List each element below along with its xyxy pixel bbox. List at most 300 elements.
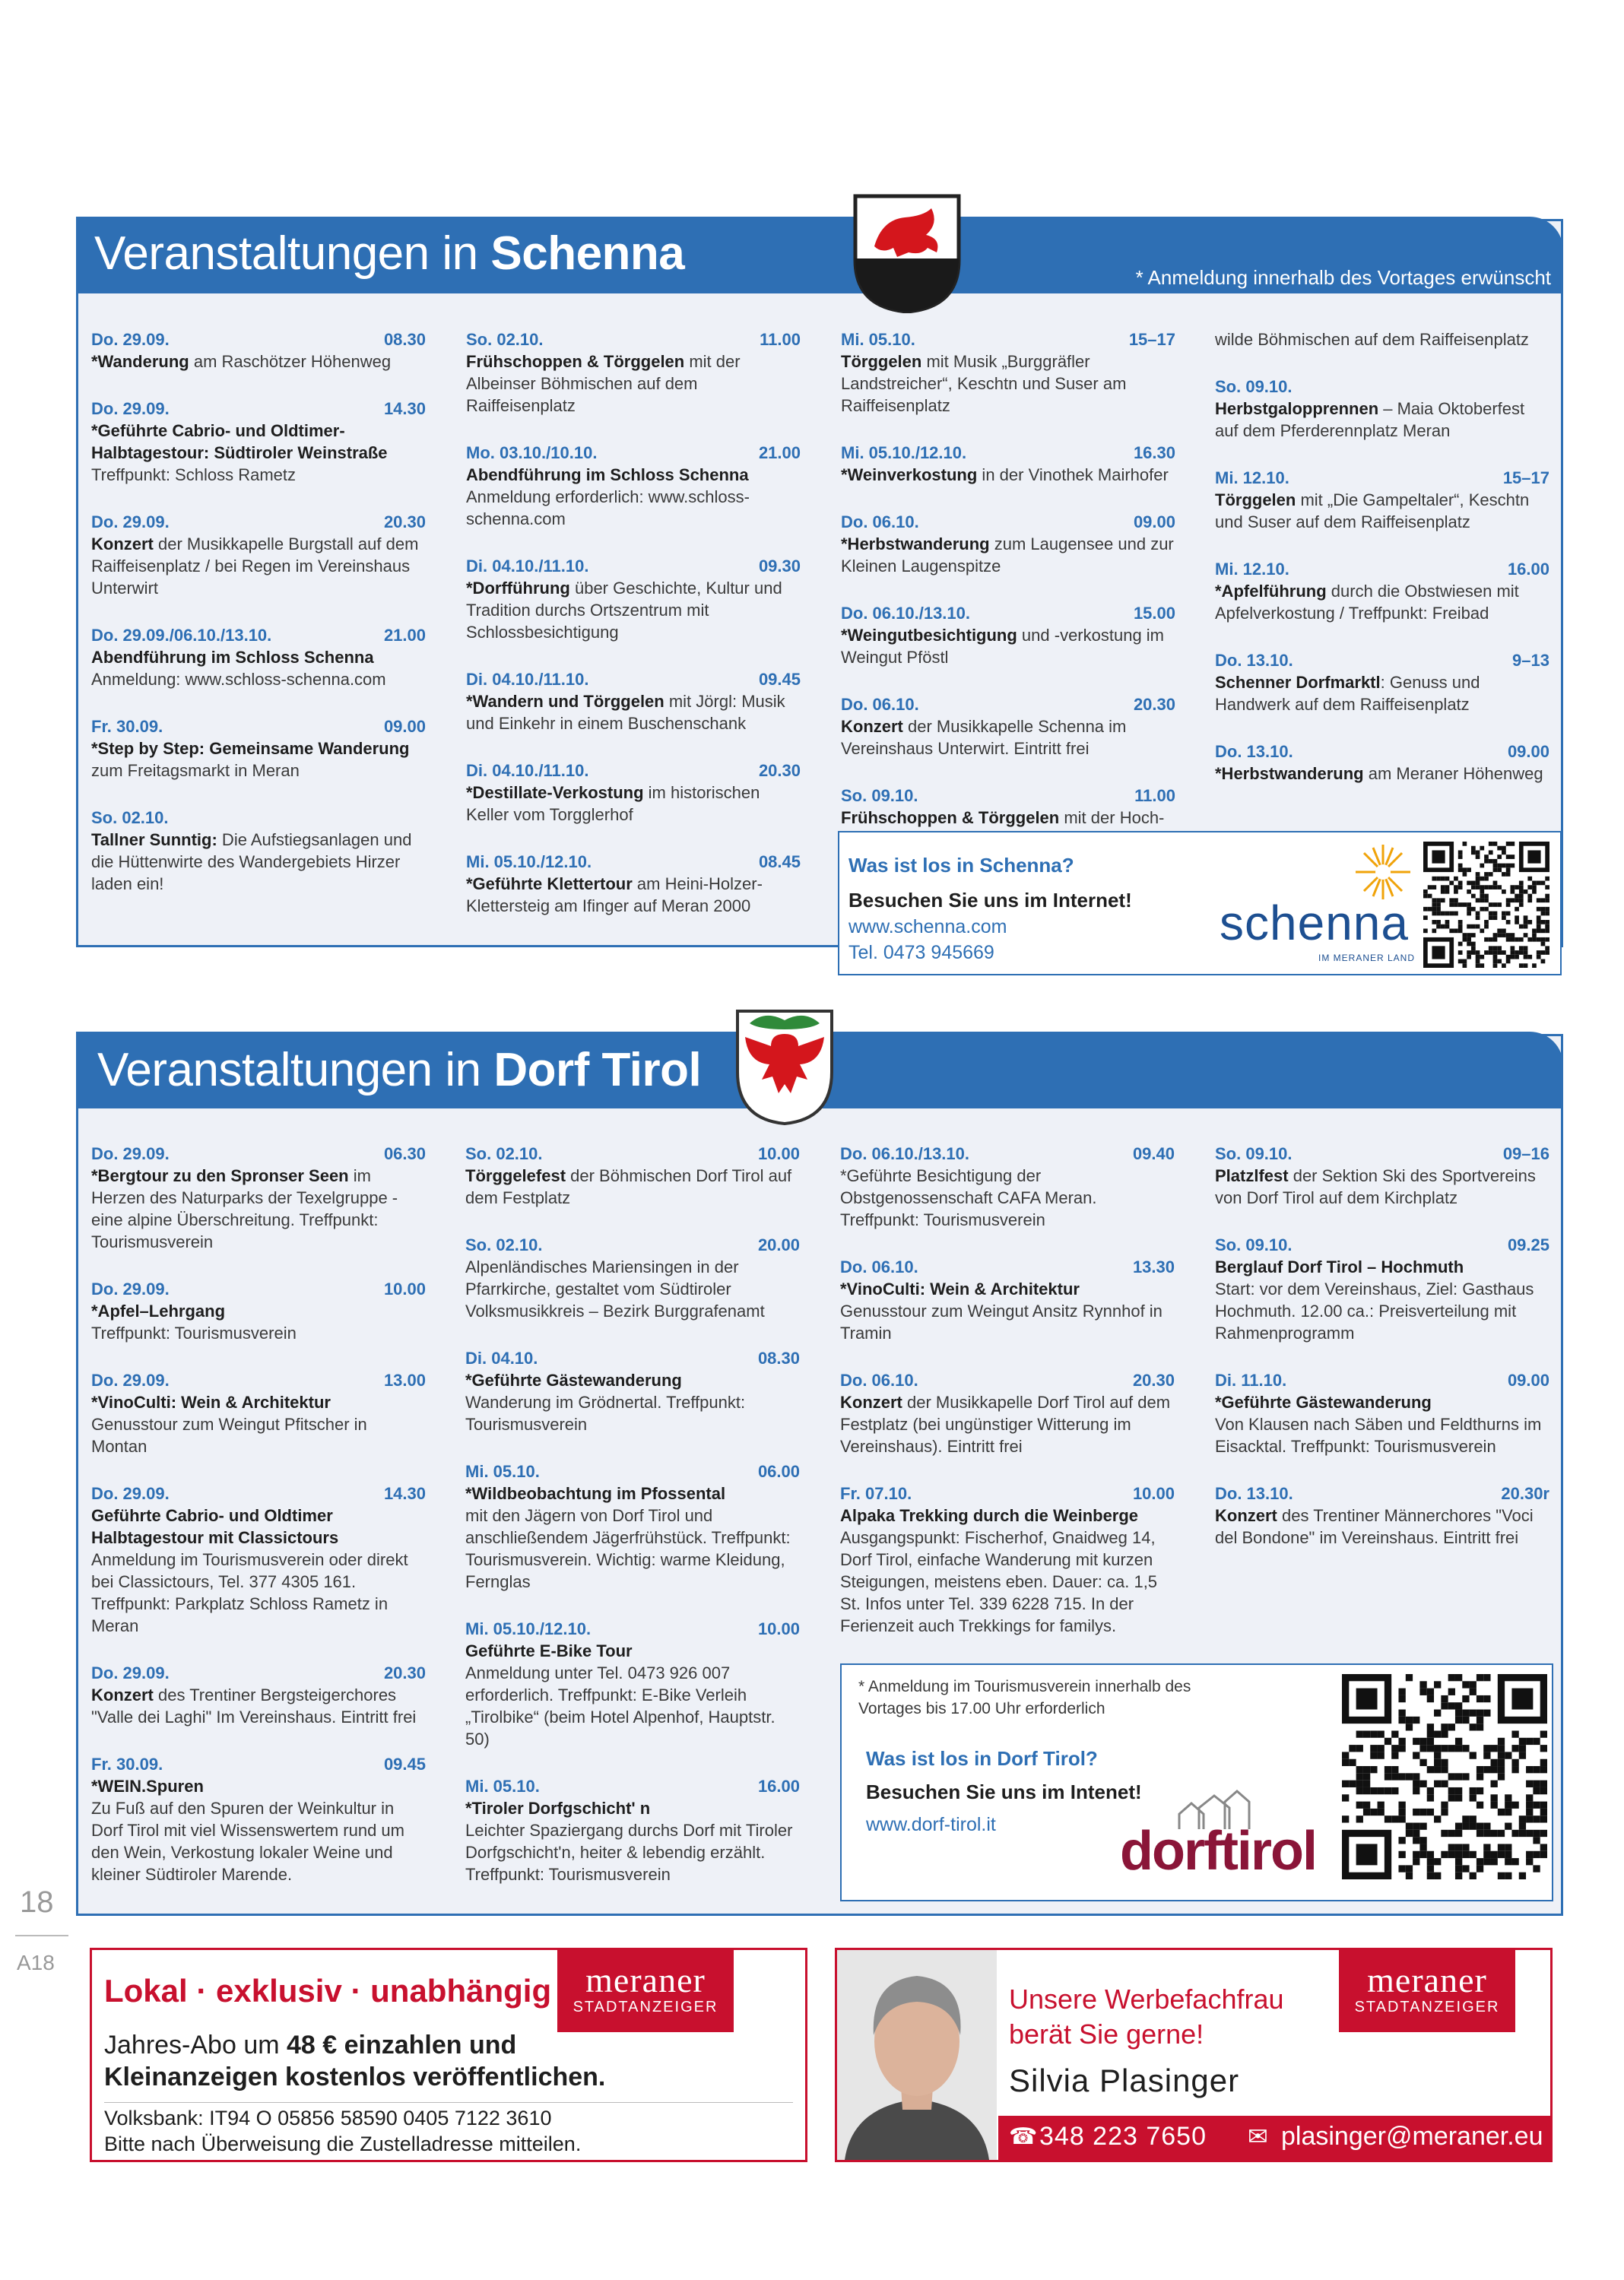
schenna-column-4 [1215, 328, 1549, 810]
event-description: *Geführte Besichtigung der Obstgenossenschaft CAFA Meran. Treffpunkt: Tourismusverein [840, 1166, 1097, 1229]
event-title: *Geführte Gästewanderung [465, 1371, 682, 1390]
event-header [840, 1369, 1175, 1391]
event-title: Konzert [841, 717, 903, 736]
event-item [91, 1753, 426, 1885]
event-body [91, 829, 426, 895]
event-date: Do. 29.09. [91, 1484, 170, 1503]
event-date: Do. 06.10./13.10. [840, 1144, 969, 1163]
event-body [1215, 1256, 1549, 1344]
dorftirol-column-1 [91, 1143, 426, 1911]
event-title: Schenner Dorfmarktl [1215, 673, 1381, 692]
event-title: *Wandern und Törggelen [466, 692, 665, 711]
event-date: So. 02.10. [466, 330, 544, 349]
contact-photo [837, 1950, 997, 2160]
event-item [466, 668, 801, 734]
event-date: Do. 06.10. [841, 695, 919, 714]
event-description: im historischen Keller vom Torgglerhof [466, 783, 760, 824]
event-body [1215, 328, 1549, 350]
event-description: Treffpunkt: Schloss Rametz [91, 465, 296, 484]
event-item [91, 511, 426, 599]
event-date: Fr. 30.09. [91, 1755, 163, 1774]
page-code: A18 [17, 1951, 55, 1974]
event-item [841, 602, 1175, 668]
event-time: 20.00 [757, 1235, 800, 1254]
event-date: Di. 04.10. [465, 1349, 538, 1368]
event-date: So. 09.10. [1215, 377, 1293, 396]
event-date: Do. 06.10. [841, 512, 919, 531]
event-item [840, 1256, 1175, 1344]
event-item [465, 1618, 800, 1750]
contact-line-2: berät Sie gerne! [1009, 2018, 1204, 2050]
event-body [91, 1391, 426, 1457]
dorftirol-logo: dorftirol [1120, 1821, 1316, 1882]
event-header [1215, 740, 1549, 763]
event-body [1215, 1391, 1549, 1457]
dorftirol-column-4 [1215, 1143, 1549, 1574]
event-header [466, 851, 801, 873]
event-item [841, 328, 1175, 417]
event-body [465, 1482, 800, 1593]
event-description: am Raschötzer Höhenweg [189, 352, 392, 371]
event-time: 16.00 [757, 1777, 800, 1796]
subscription-divider [104, 2102, 793, 2103]
event-time: 15.00 [1133, 604, 1175, 623]
event-header [1215, 558, 1549, 580]
contact-name: Silvia Plasinger [1009, 2063, 1240, 2098]
event-date: So. 02.10. [91, 808, 169, 827]
event-item [91, 1143, 426, 1253]
event-title: Platzlfest [1215, 1166, 1289, 1185]
event-description: mit der Hoch- [1059, 808, 1165, 827]
event-description: mit „Die Gampeltaler“, Keschtn und Suser auf dem Raiffeisenplatz [1215, 490, 1530, 531]
event-header [1215, 1482, 1549, 1505]
event-item [1215, 1234, 1549, 1344]
event-header [1215, 1369, 1549, 1391]
event-title: *Herbstwanderung [841, 534, 990, 553]
contact-line-1: Unsere Werbefachfrau [1009, 1984, 1284, 2015]
event-body [841, 533, 1175, 577]
event-title: *Weingutbesichtigung [841, 626, 1017, 645]
event-time: 09.45 [758, 670, 801, 689]
event-description: der Böhmischen Dorf Tirol auf dem Festplatz [465, 1166, 792, 1207]
event-item [91, 1482, 426, 1637]
event-header [91, 398, 426, 420]
event-title: Konzert [1215, 1506, 1277, 1525]
event-time: 15–17 [1502, 468, 1549, 487]
event-header [465, 1347, 800, 1369]
event-date: Mi. 12.10. [1215, 468, 1289, 487]
event-description: in der Vinothek Mairhofer [977, 465, 1169, 484]
event-title: *Dorfführung [466, 579, 570, 598]
event-item [91, 1369, 426, 1457]
event-title: Tallner Sunntig: [91, 830, 217, 849]
dorftirol-info-visit: Besuchen Sie uns im Intenet! [866, 1781, 1142, 1803]
contact-phone[interactable]: 348 223 7650 [1039, 2122, 1207, 2151]
event-body [465, 1256, 800, 1322]
event-description: Von Klausen nach Säben und Feldthurns im Eisacktal. Treffpunkt: Tourismusverein [1215, 1415, 1542, 1456]
event-header [466, 668, 801, 690]
event-item [1215, 558, 1549, 624]
event-description: mit der Albeinser Böhmischen auf dem Raiffeisenplatz [466, 352, 741, 415]
event-item [91, 328, 426, 373]
event-title: Alpaka Trekking durch die Weinberge [840, 1506, 1139, 1525]
sun-logo-icon [1349, 842, 1417, 902]
event-body [841, 350, 1175, 417]
event-time: 13.00 [383, 1371, 426, 1390]
event-item [841, 693, 1175, 759]
event-description: Genusstour zum Weingut Ansitz Rynnhof in Tramin [840, 1302, 1162, 1343]
event-description: am Heini-Holzer-Klettersteig am Ifinger auf Meran 2000 [466, 874, 763, 915]
event-description: Treffpunkt: Tourismusverein [91, 1324, 297, 1343]
dorftirol-note: * Anmeldung im Tourismusverein innerhalb des Vortages bis 17.00 Uhr erforderlich [858, 1678, 1191, 1717]
event-header [841, 328, 1175, 350]
event-description: zum Laugensee und zur Kleinen Laugenspitze [841, 534, 1174, 576]
event-description: – Maia Oktoberfest auf dem Pferderennplatz Meran [1215, 399, 1525, 440]
event-date: Mi. 05.10. [841, 330, 915, 349]
event-body [841, 807, 1175, 829]
event-description: durch die Obstwiesen mit Apfelverkostung / Treffpunkt: Freibad [1215, 582, 1519, 623]
event-item [841, 442, 1175, 486]
event-description: Start: vor dem Vereinshaus, Ziel: Gasthaus Hochmuth. 12.00 ca.: Preisverteilung mit Rahmenprogramm [1215, 1280, 1534, 1343]
event-header [841, 602, 1175, 624]
event-time: 09.00 [1133, 512, 1175, 531]
event-body [466, 577, 801, 643]
dorftirol-column-2 [465, 1143, 800, 1911]
schenna-note: * Anmeldung innerhalb des Vortages erwünscht [1135, 266, 1551, 289]
event-time: 9–13 [1512, 651, 1549, 670]
event-time: 21.00 [758, 443, 801, 462]
event-time: 15–17 [1128, 330, 1175, 349]
event-title: *VinoCulti: Wein & Architektur [91, 1393, 331, 1412]
event-date: Do. 06.10./13.10. [841, 604, 970, 623]
subscription-bank: Volksbank: IT94 O 05856 58590 0405 7122 3610 [104, 2107, 552, 2129]
event-time: 11.00 [760, 330, 801, 349]
event-body [91, 1300, 426, 1344]
event-item [465, 1775, 800, 1885]
subscription-ad [90, 1948, 807, 2162]
event-item [465, 1143, 800, 1209]
event-title: Abendführung im Schloss Schenna [466, 465, 749, 484]
event-title: Törggelen [1215, 490, 1296, 509]
schenna-info-question: Was ist los in Schenna? [848, 854, 1074, 877]
event-title: *Wildbeobachtung im Pfossental [465, 1484, 726, 1503]
event-item [1215, 1369, 1549, 1457]
event-description: der Sektion Ski des Sportvereins von Dorf Tirol auf dem Kirchplatz [1215, 1166, 1536, 1207]
meraner-brand-logo-2: meraner STADTANZEIGER [1339, 1950, 1515, 2032]
event-item [1215, 1482, 1549, 1549]
event-description: mit den Jägern von Dorf Tirol und anschließendem Jägerfrühstück. Treffpunkt: Tourismusverein. Wichtig: warme Kleidung, Fernglas [465, 1506, 791, 1591]
event-date: So. 09.10. [841, 786, 918, 805]
event-title: Geführte Cabrio- und Oldtimer Halbtagestour mit Classictours [91, 1506, 339, 1547]
event-time: 06.00 [757, 1462, 800, 1481]
event-item [841, 785, 1175, 829]
event-time: 13.30 [1132, 1257, 1175, 1276]
event-header [465, 1618, 800, 1640]
event-body [465, 1165, 800, 1209]
event-header [91, 1753, 426, 1775]
event-header [466, 759, 801, 782]
event-body [840, 1278, 1175, 1344]
event-date: Do. 13.10. [1215, 1484, 1293, 1503]
event-header [91, 328, 426, 350]
event-header [91, 1482, 426, 1505]
event-body [91, 646, 426, 690]
event-description: Zu Fuß auf den Spuren der Weinkultur in Dorf Tirol mit viel Wissenswertem rund um den Wein, Verkostung lokaler Weine und kleiner Südtiroler Marende. [91, 1799, 404, 1884]
event-header [91, 1143, 426, 1165]
event-description: der Musikkapelle Burgstall auf dem Raiffeisenplatz / bei Regen im Vereinshaus Unterwirt [91, 534, 419, 598]
schenna-logo: schenna [1220, 896, 1409, 950]
dorftirol-info-web[interactable]: www.dorf-tirol.it [866, 1814, 996, 1835]
event-title: *Apfel–Lehrgang [91, 1302, 226, 1321]
event-date: Fr. 30.09. [91, 717, 163, 736]
event-title: Konzert [840, 1393, 902, 1412]
event-body [91, 533, 426, 599]
event-date: So. 09.10. [1215, 1144, 1293, 1163]
event-date: So. 09.10. [1215, 1235, 1293, 1254]
event-body [466, 690, 801, 734]
event-item [466, 442, 801, 530]
event-body [465, 1640, 800, 1750]
event-title: *VinoCulti: Wein & Architektur [840, 1280, 1080, 1299]
event-time: 09.45 [383, 1755, 426, 1774]
schenna-logo-sub: IM MERANER LAND [1318, 953, 1416, 963]
event-time: 20.30 [758, 761, 801, 780]
event-item [841, 511, 1175, 577]
subscription-headline: Lokal · exklusiv · unabhängig [104, 1973, 552, 2009]
event-body [91, 1505, 426, 1637]
event-time: 08.30 [757, 1349, 800, 1368]
event-header [465, 1234, 800, 1256]
event-description: Alpenländisches Mariensingen in der Pfarrkirche, gestaltet vom Südtiroler Volksmusikkreis – Bezirk Burggrafenamt [465, 1257, 765, 1321]
subscription-note: Bitte nach Überweisung die Zustelladresse mitteilen. [104, 2133, 582, 2155]
event-date: Do. 29.09. [91, 1663, 170, 1682]
event-title: *Wanderung [91, 352, 189, 371]
event-time: 14.30 [383, 1484, 426, 1503]
page-rule [15, 1935, 68, 1936]
event-body [465, 1369, 800, 1435]
event-body [840, 1505, 1175, 1637]
event-body [91, 420, 426, 486]
event-title: *Herbstwanderung [1215, 764, 1364, 783]
event-header [91, 1369, 426, 1391]
event-time: 10.00 [383, 1280, 426, 1299]
event-header [1215, 467, 1549, 489]
event-body [1215, 671, 1549, 715]
event-description: Ausgangspunkt: Fischerhof, Gnaidweg 14, Dorf Tirol, einfache Wanderung mit kurzen Steigungen, meistens eben. Dauer: ca. 1,5 St. Infos unter Tel. 339 6228 715. In der Ferienzeit auch Trekkings for familys. [840, 1528, 1158, 1635]
mail-icon: ✉ [1248, 2123, 1268, 2150]
event-item [91, 1278, 426, 1344]
event-body [465, 1797, 800, 1885]
event-description: des Trentiner Bergsteigerchores "Valle dei Laghi" Im Vereinshaus. Eintritt frei [91, 1685, 417, 1727]
event-item [840, 1143, 1175, 1231]
dorftirol-info-question: Was ist los in Dorf Tirol? [866, 1747, 1098, 1770]
event-body [840, 1391, 1175, 1457]
event-title: Berglauf Dorf Tirol – Hochmuth [1215, 1257, 1464, 1276]
event-description: mit Jörgl: Musik und Einkehr in einem Buschenschank [466, 692, 785, 733]
event-item [840, 1482, 1175, 1637]
event-header [1215, 376, 1549, 398]
event-body [466, 782, 801, 826]
event-date: Mi. 12.10. [1215, 560, 1289, 579]
subscription-line-2: Kleinanzeigen kostenlos veröffentlichen. [104, 2063, 606, 2091]
event-time: 11.00 [1134, 786, 1175, 805]
event-body [91, 350, 426, 373]
event-item [1215, 328, 1549, 350]
event-title: *Weinverkostung [841, 465, 978, 484]
event-description: Genusstour zum Weingut Pfitscher in Montan [91, 1415, 367, 1456]
event-date: Do. 13.10. [1215, 742, 1293, 761]
schenna-crest-icon [852, 193, 963, 313]
event-body [1215, 763, 1549, 785]
event-time: 09.00 [1507, 742, 1549, 761]
event-body [466, 350, 801, 417]
event-title: *WEIN.Spuren [91, 1777, 204, 1796]
event-time: 08.45 [758, 852, 801, 871]
event-item [1215, 376, 1549, 442]
schenna-info-web[interactable]: www.schenna.com [848, 916, 1007, 937]
phone-icon: ☎ [1009, 2124, 1038, 2149]
event-title: Frühschoppen & Törggelen [841, 808, 1060, 827]
event-item [1215, 740, 1549, 785]
event-title: *Bergtour zu den Spronser Seen [91, 1166, 349, 1185]
event-title: Abendführung im Schloss Schenna [91, 648, 374, 667]
meraner-brand-logo: meraner STADTANZEIGER [557, 1950, 734, 2032]
event-header [1215, 649, 1549, 671]
event-item [91, 715, 426, 782]
event-date: Di. 11.10. [1215, 1371, 1287, 1390]
schenna-info-tel: Tel. 0473 945669 [848, 942, 994, 963]
schenna-column-1 [91, 328, 426, 920]
event-header [841, 785, 1175, 807]
event-body [91, 737, 426, 782]
event-header [840, 1143, 1175, 1165]
event-description: der Musikkapelle Dorf Tirol auf dem Festplatz (bei ungünstiger Witterung im Vereinshaus). Eintritt frei [840, 1393, 1171, 1456]
event-date: Mi. 05.10./12.10. [841, 443, 967, 462]
event-body [466, 464, 801, 530]
event-header [841, 693, 1175, 715]
dorftirol-infobox [840, 1663, 1553, 1901]
event-date: Di. 04.10./11.10. [466, 761, 589, 780]
schenna-qr-code-icon[interactable] [1423, 842, 1549, 968]
event-header [91, 1278, 426, 1300]
event-title: Herbstgalopprennen [1215, 399, 1379, 418]
event-header [466, 555, 801, 577]
event-time: 10.00 [757, 1619, 800, 1638]
event-time: 20.30 [1133, 695, 1175, 714]
event-date: Mo. 03.10./10.10. [466, 443, 598, 462]
event-time: 08.30 [383, 330, 426, 349]
event-header [841, 442, 1175, 464]
event-item [91, 398, 426, 486]
event-item [840, 1369, 1175, 1457]
event-title: Geführte E-Bike Tour [465, 1641, 633, 1660]
event-body [841, 715, 1175, 759]
event-date: Di. 04.10./11.10. [466, 670, 589, 689]
event-time: 09.00 [383, 717, 426, 736]
event-header [841, 511, 1175, 533]
event-body [1215, 1165, 1549, 1209]
event-description: Anmeldung: www.schloss-schenna.com [91, 670, 386, 689]
event-item [1215, 467, 1549, 533]
event-date: Do. 06.10. [840, 1257, 918, 1276]
schenna-title: Veranstaltungen in Schenna [94, 227, 685, 280]
event-date: So. 02.10. [465, 1144, 543, 1163]
event-date: Do. 29.09. [91, 512, 170, 531]
event-title: *Geführte Klettertour [466, 874, 633, 893]
contact-email[interactable]: plasinger@meraner.eu [1281, 2122, 1543, 2151]
event-header [465, 1143, 800, 1165]
event-header [91, 807, 426, 829]
event-description: Leichter Spaziergang durchs Dorf mit Tiroler Dorfgschicht'n, heiter & lebendig erzählt. Treffpunkt: Tourismusverein [465, 1821, 793, 1884]
event-body [466, 873, 801, 917]
dorftirol-column-3 [840, 1143, 1175, 1662]
event-body [1215, 398, 1549, 442]
event-time: 09.30 [758, 557, 801, 576]
event-title: *Geführte Cabrio- und Oldtimer-Halbtagestour: Südtiroler Weinstraße [91, 421, 388, 462]
event-description: Anmeldung unter Tel. 0473 926 007 erforderlich. Treffpunkt: E-Bike Verleih „Tirolbike“ (beim Hotel Alpenhof, Hauptstr. 50) [465, 1663, 776, 1749]
event-body [841, 464, 1175, 486]
event-description: der Musikkapelle Schenna im Vereinshaus Unterwirt. Eintritt frei [841, 717, 1127, 758]
event-title: *Step by Step: Gemeinsame Wanderung [91, 739, 410, 758]
event-item [1215, 649, 1549, 715]
event-item [91, 624, 426, 690]
schenna-info-visit: Besuchen Sie uns im Internet! [848, 889, 1132, 912]
event-description: Wanderung im Grödnertal. Treffpunkt: Tourismusverein [465, 1393, 746, 1434]
event-body [1215, 489, 1549, 533]
event-header [91, 715, 426, 737]
event-description: wilde Böhmischen auf dem Raiffeisenplatz [1215, 330, 1529, 349]
event-time: 20.30 [383, 1663, 426, 1682]
event-body [91, 1775, 426, 1885]
dorftirol-crest-icon [734, 1007, 835, 1125]
event-description: und -verkostung im Weingut Pföstl [841, 626, 1165, 667]
event-date: Mi. 05.10. [465, 1777, 540, 1796]
event-item [466, 851, 801, 917]
event-header [91, 511, 426, 533]
event-description: : Genuss und Handwerk auf dem Raiffeisenplatz [1215, 673, 1480, 714]
event-time: 06.30 [383, 1144, 426, 1163]
event-description: Anmeldung erforderlich: www.schloss-schenna.com [466, 487, 750, 528]
event-date: Do. 29.09. [91, 1371, 170, 1390]
event-title: *Apfelführung [1215, 582, 1327, 601]
event-time: 09.25 [1507, 1235, 1549, 1254]
event-title: Konzert [91, 1685, 154, 1704]
event-time: 16.30 [1133, 443, 1175, 462]
event-time: 10.00 [1132, 1484, 1175, 1503]
event-header [840, 1256, 1175, 1278]
event-time: 09.40 [1132, 1144, 1175, 1163]
event-body [1215, 580, 1549, 624]
event-header [465, 1460, 800, 1482]
event-date: Mi. 05.10./12.10. [466, 852, 592, 871]
event-time: 16.00 [1507, 560, 1549, 579]
event-description: mit Musik „Burggräfler Landstreicher“, Keschtn und Suser am Raiffeisenplatz [841, 352, 1127, 415]
event-header [1215, 1234, 1549, 1256]
schenna-infobox [838, 831, 1562, 975]
event-header [1215, 1143, 1549, 1165]
event-item [466, 555, 801, 643]
event-header [466, 442, 801, 464]
event-title: Törggelen [841, 352, 922, 371]
event-description: am Meraner Höhenweg [1363, 764, 1543, 783]
event-item [466, 759, 801, 826]
dorftirol-qr-code-icon[interactable] [1342, 1674, 1547, 1879]
event-date: Do. 29.09. [91, 1280, 170, 1299]
event-date: Do. 29.09. [91, 330, 170, 349]
event-title: *Destillate-Verkostung [466, 783, 644, 802]
event-body [91, 1165, 426, 1253]
event-header [91, 1662, 426, 1684]
